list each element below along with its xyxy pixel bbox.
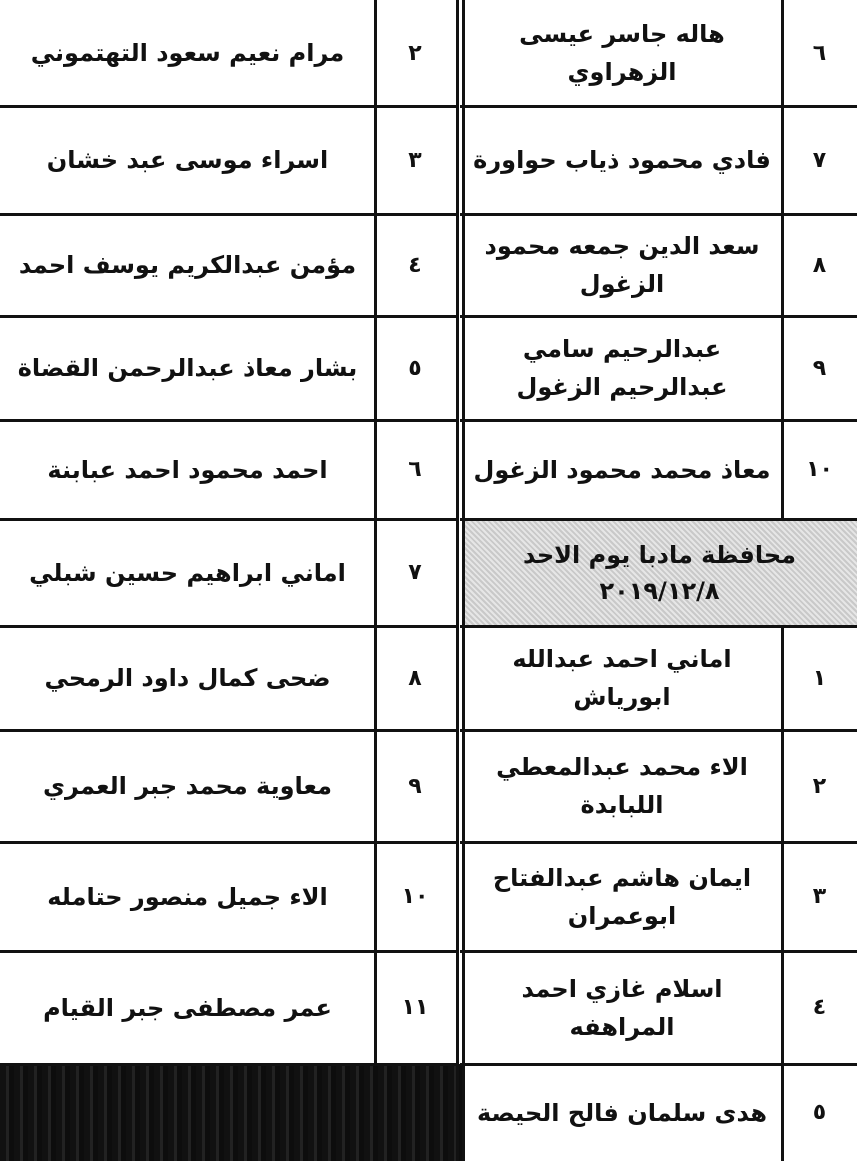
left-name-cell	[0, 106, 375, 214]
grid-horizontal-line	[0, 729, 458, 732]
grid-horizontal-line	[460, 625, 857, 628]
left-number-cell	[375, 0, 455, 106]
right-name-cell	[462, 951, 782, 1064]
left-name-cell-text: احمد محمود احمد عبابنة	[47, 455, 328, 484]
left-name-cell	[0, 519, 375, 626]
grid-horizontal-line	[460, 213, 857, 216]
grid-vertical-line	[462, 0, 465, 1161]
right-name-cell-text: اماني احمد عبدالله ابورياش	[512, 645, 732, 711]
right-number-cell	[782, 316, 857, 420]
left-name-cell-text: ضحى كمال داود الرمحي	[44, 664, 331, 692]
left-name-cell	[0, 730, 375, 842]
right-name-cell-text: ايمان هاشم عبدالفتاح ابوعمران	[492, 863, 752, 930]
right-name-cell	[462, 730, 782, 842]
right-name-cell	[462, 1064, 782, 1161]
section-header-date: ٢٠١٩/١٢/٨	[599, 576, 720, 605]
right-number-cell-text: ١٠	[806, 457, 833, 482]
left-number-cell-text: ٥	[408, 355, 422, 381]
right-number-cell-text: ٢	[812, 773, 827, 799]
left-name-cell-text: مؤمن عبدالكريم يوسف احمد	[18, 251, 357, 279]
left-number-cell	[375, 519, 455, 626]
grid-vertical-line	[374, 0, 377, 1064]
grid-horizontal-line	[0, 841, 458, 844]
redacted-area	[0, 1064, 462, 1161]
right-number-cell	[782, 214, 857, 316]
grid-horizontal-line	[460, 950, 857, 953]
right-number-cell	[782, 842, 857, 951]
left-name-cell-text: بشار معاذ عبدالرحمن القضاة	[17, 354, 358, 382]
grid-horizontal-line	[0, 950, 458, 953]
left-name-cell-text: اماني ابراهيم حسين شبلي	[29, 558, 346, 587]
right-number-cell	[782, 730, 857, 842]
left-number-cell	[375, 420, 455, 519]
left-name-cell	[0, 420, 375, 519]
right-number-cell-text: ٦	[812, 40, 827, 66]
right-name-cell	[462, 316, 782, 420]
grid-vertical-line	[781, 0, 784, 519]
right-number-cell-text: ٩	[812, 355, 827, 381]
left-name-cell	[0, 842, 375, 951]
left-number-cell	[375, 730, 455, 842]
left-number-cell-text: ٣	[408, 147, 422, 173]
right-name-cell	[462, 842, 782, 951]
left-number-cell	[375, 951, 455, 1064]
left-name-cell-text: معاوية محمد جبر العمري	[43, 772, 332, 800]
right-name-cell-text: معاذ محمد محمود الزغول	[473, 455, 771, 484]
left-number-cell	[375, 626, 455, 730]
right-name-cell-text: الاء محمد عبدالمعطي اللبابدة	[496, 753, 748, 819]
left-name-cell-text: مرام نعيم سعود التهتموني	[30, 39, 345, 67]
grid-vertical-line	[456, 0, 459, 1161]
left-number-cell	[375, 316, 455, 420]
left-number-cell-text: ٩	[408, 773, 422, 799]
grid-horizontal-line	[0, 518, 458, 521]
right-name-cell	[462, 0, 782, 106]
left-number-cell-text: ٦	[408, 457, 422, 482]
right-name-cell	[462, 420, 782, 519]
right-number-cell-text: ١	[812, 665, 827, 691]
right-number-cell	[782, 0, 857, 106]
left-name-cell-text: اسراء موسى عبد خشان	[46, 146, 329, 174]
right-number-cell-text: ٤	[812, 995, 827, 1020]
grid-horizontal-line	[0, 625, 458, 628]
right-number-cell	[782, 626, 857, 730]
left-number-cell	[375, 106, 455, 214]
grid-horizontal-line	[460, 729, 857, 732]
grid-horizontal-line	[460, 1063, 857, 1066]
grid-horizontal-line	[0, 105, 458, 108]
right-number-cell	[782, 951, 857, 1064]
left-name-cell	[0, 0, 375, 106]
right-name-cell-text: هدى سلمان فالح الحيصة	[476, 1098, 768, 1127]
right-number-cell-text: ٧	[812, 147, 827, 173]
right-name-cell	[462, 106, 782, 214]
left-name-cell-text: عمر مصطفى جبر القيام	[43, 993, 332, 1022]
grid-horizontal-line	[460, 841, 857, 844]
grid-horizontal-line	[460, 419, 857, 422]
left-number-cell	[375, 214, 455, 316]
left-name-cell	[0, 951, 375, 1064]
grid-horizontal-line	[460, 105, 857, 108]
right-name-cell-text: عبدالرحيم سامي عبدالرحيم الزغول	[516, 335, 728, 401]
left-number-cell-text: ١١	[401, 995, 429, 1020]
section-header	[462, 519, 857, 626]
grid-horizontal-line	[0, 315, 458, 318]
right-name-cell	[462, 626, 782, 730]
left-name-cell	[0, 626, 375, 730]
left-number-cell-text: ٤	[408, 252, 422, 278]
left-number-cell-text: ١٠	[401, 884, 429, 909]
right-number-cell	[782, 420, 857, 519]
grid-horizontal-line	[460, 518, 857, 521]
grid-horizontal-line	[460, 315, 857, 318]
right-name-cell-text: سعد الدين جمعه محمود الزغول	[484, 232, 760, 298]
right-name-cell-text: اسلام غازي احمد المراهفه	[521, 974, 723, 1041]
right-number-cell-text: ٣	[812, 884, 827, 909]
left-name-cell	[0, 214, 375, 316]
grid-horizontal-line	[0, 419, 458, 422]
right-number-cell	[782, 1064, 857, 1161]
grid-vertical-line	[781, 626, 784, 1161]
right-name-cell-text: فادي محمود ذياب حواورة	[473, 146, 771, 174]
left-number-cell-text: ٢	[408, 40, 422, 66]
grid-horizontal-line	[0, 1063, 458, 1066]
left-number-cell-text: ٨	[408, 665, 422, 691]
left-number-cell-text: ٧	[408, 560, 422, 585]
right-number-cell-text: ٨	[812, 252, 827, 278]
right-number-cell	[782, 106, 857, 214]
right-name-cell-text: هاله جاسر عيسى الزهراوي	[519, 20, 725, 86]
section-header-title: محافظة مادبا يوم الاحد	[523, 540, 796, 569]
right-name-cell	[462, 214, 782, 316]
grid-horizontal-line	[0, 213, 458, 216]
right-number-cell-text: ٥	[812, 1100, 827, 1125]
left-name-cell	[0, 316, 375, 420]
left-name-cell-text: الاء جميل منصور حتامله	[47, 882, 328, 911]
left-number-cell	[375, 842, 455, 951]
